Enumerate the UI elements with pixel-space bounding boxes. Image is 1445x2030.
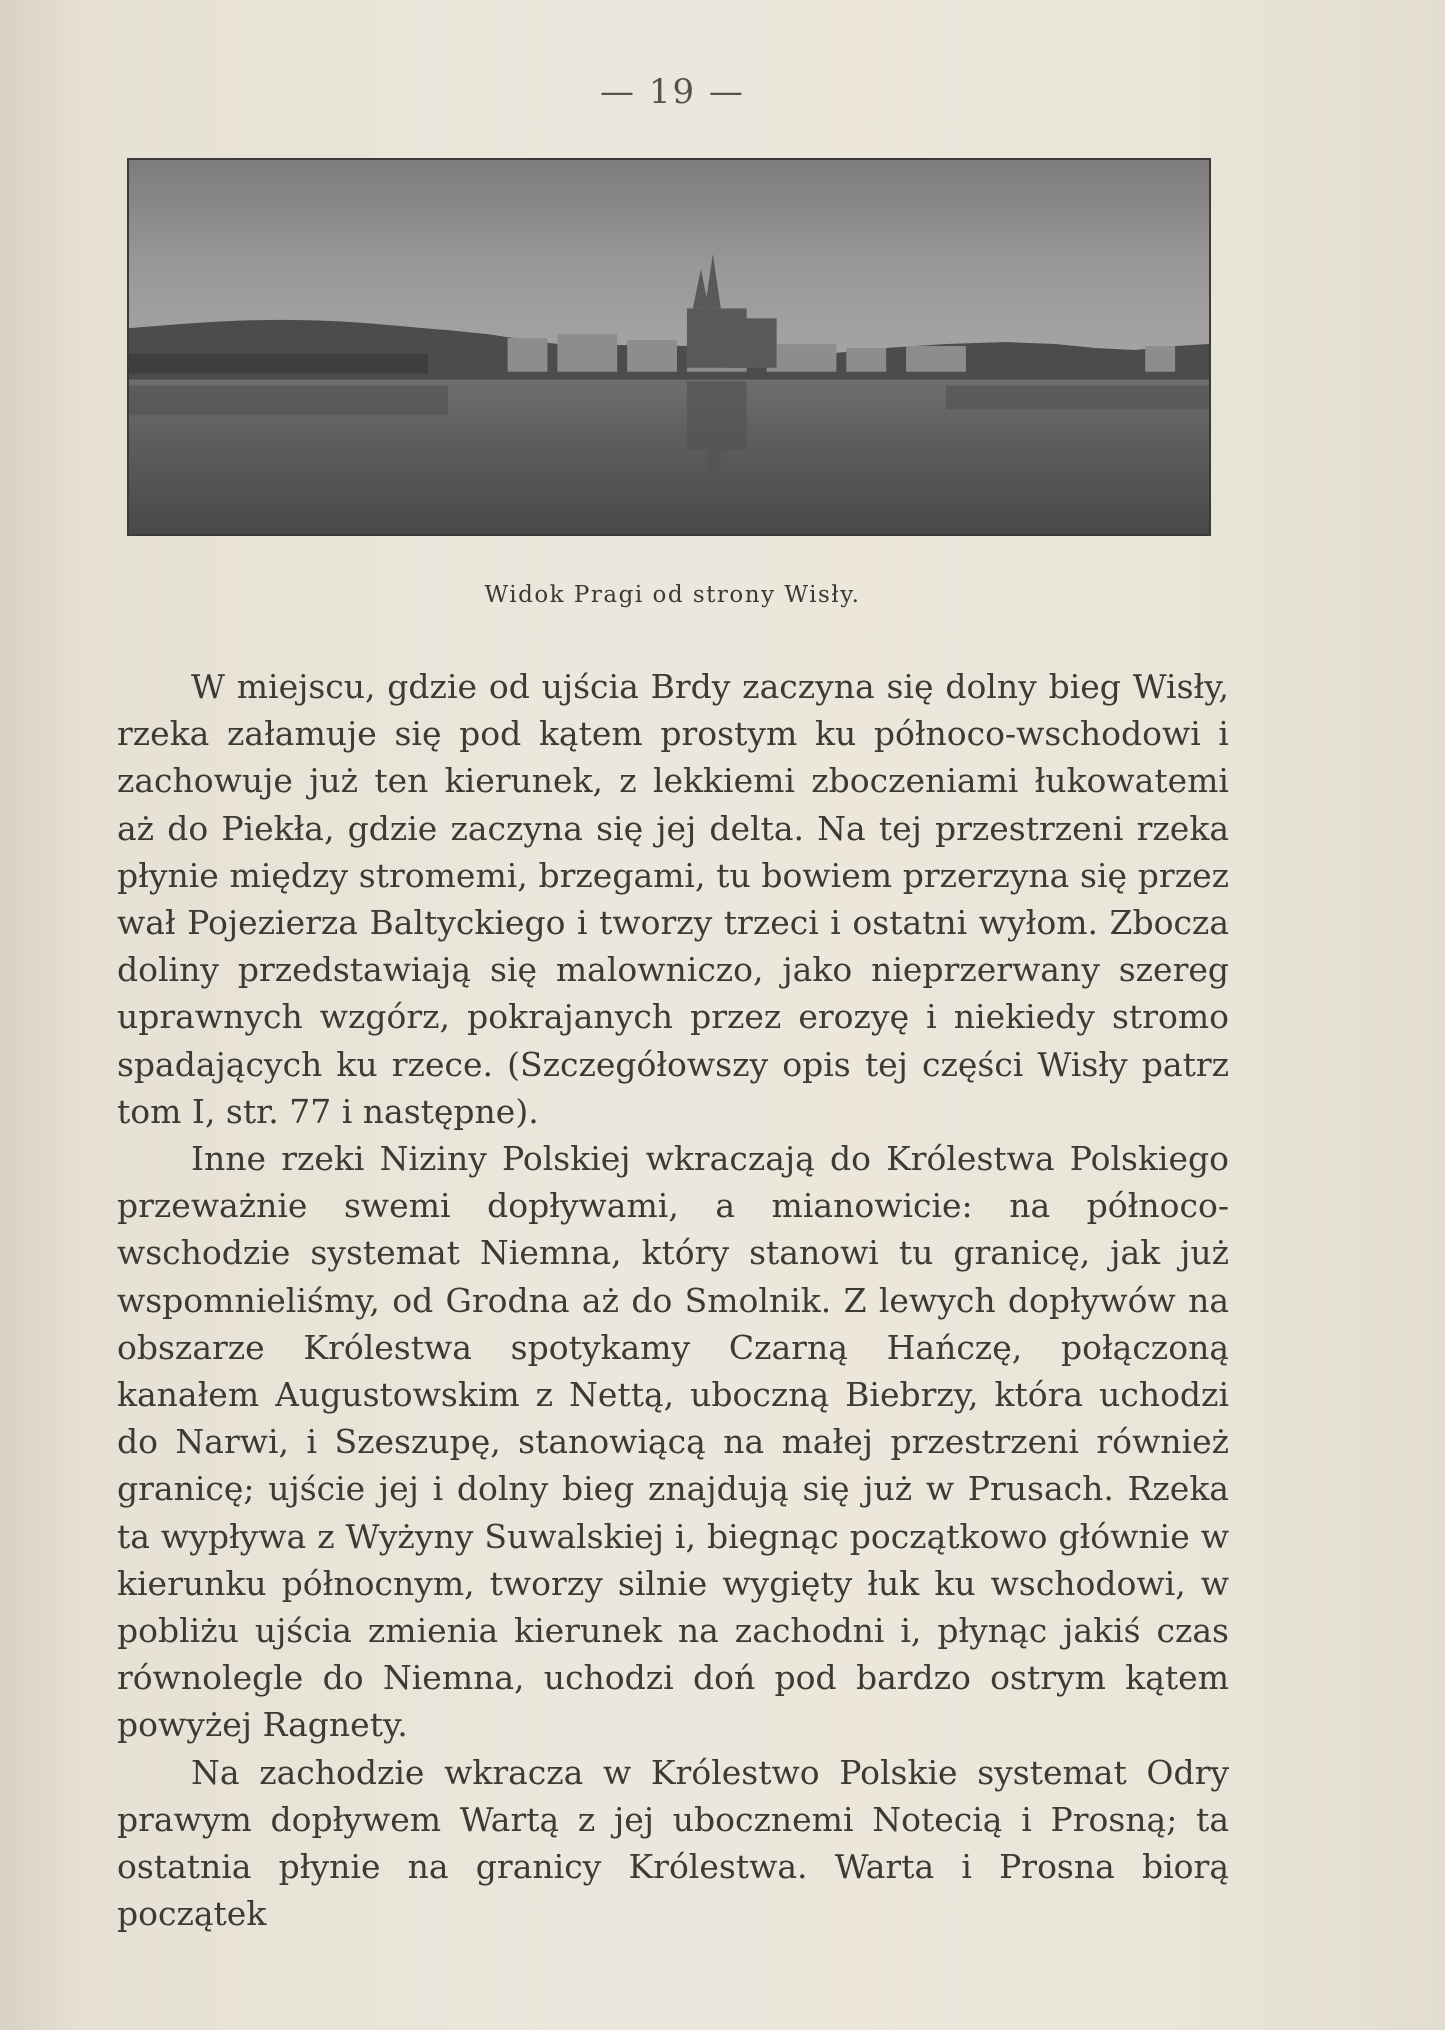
paragraph-1: W miejscu, gdzie od ujścia Brdy zaczyna się dolny bieg Wisły, rzeka załamuje się pod kątem prostym ku północo-wschodowi i zachowuje już ten kierunek, z lekkiemi zboczeniami łukowatemi aż do Piekła, gdzie zaczyna się jej delta. Na tej przestrzeni rzeka płynie między stromemi, brzegami, tu bowiem przerzyna się przez wał Pojezierza Baltyckiego i tworzy trzeci i ostatni wyłom. Zbocza doliny przedstawiają się malowniczo, jako nieprzerwany szereg uprawnych wzgórz, pokrajanych przez erozyę i niekiedy stromo spadających ku rzece. (Szczegółowszy opis tej części Wisły patrz tom I, str. 77 i następne). [117,667,1229,1131]
photo-image [129,160,1209,534]
figure-caption: Widok Pragi od strony Wisły. [484,582,861,608]
body-text [117,663,1229,1937]
paragraph-2: Inne rzeki Niziny Polskiej wkraczają do Królestwa Polskiego przeważnie swemi dopływami, a mianowicie: na północo-wschodzie systemat Niemna, który stanowi tu granicę, jak już wspomnieliśmy, od Grodna aż do Smolnik. Z lewych dopływów na obszarze Królestwa spotykamy Czarną Hańczę, połączoną kanałem Augustowskim z Nettą, uboczną Biebrzy, która uchodzi do Narwi, i Szeszupę, stanowiącą na małej przestrzeni również granicę; ujście jej i dolny bieg znajdują się już w Prusach. Rzeka ta wypływa z Wyżyny Suwalskiej i, biegnąc początkowo głównie w kierunku północnym, tworzy silnie wygięty łuk ku wschodowi, w pobliżu ujścia zmienia kierunek na zachodni i, płynąc jakiś czas równolegle do Niemna, uchodzi doń pod bardzo ostrym kątem powyżej Ragnety. [117,1139,1229,1745]
paragraph-3: Na zachodzie wkracza w Królestwo Polskie systemat Odry prawym dopływem Wartą z jej ubocznemi Notecią i Prosną; ta ostatnia płynie na granicy Królestwa. Warta i Prosna biorą początek [117,1752,1229,1934]
photograph-prague-view [127,158,1211,536]
page-number: — 19 — [600,72,745,112]
bridge [129,354,428,374]
